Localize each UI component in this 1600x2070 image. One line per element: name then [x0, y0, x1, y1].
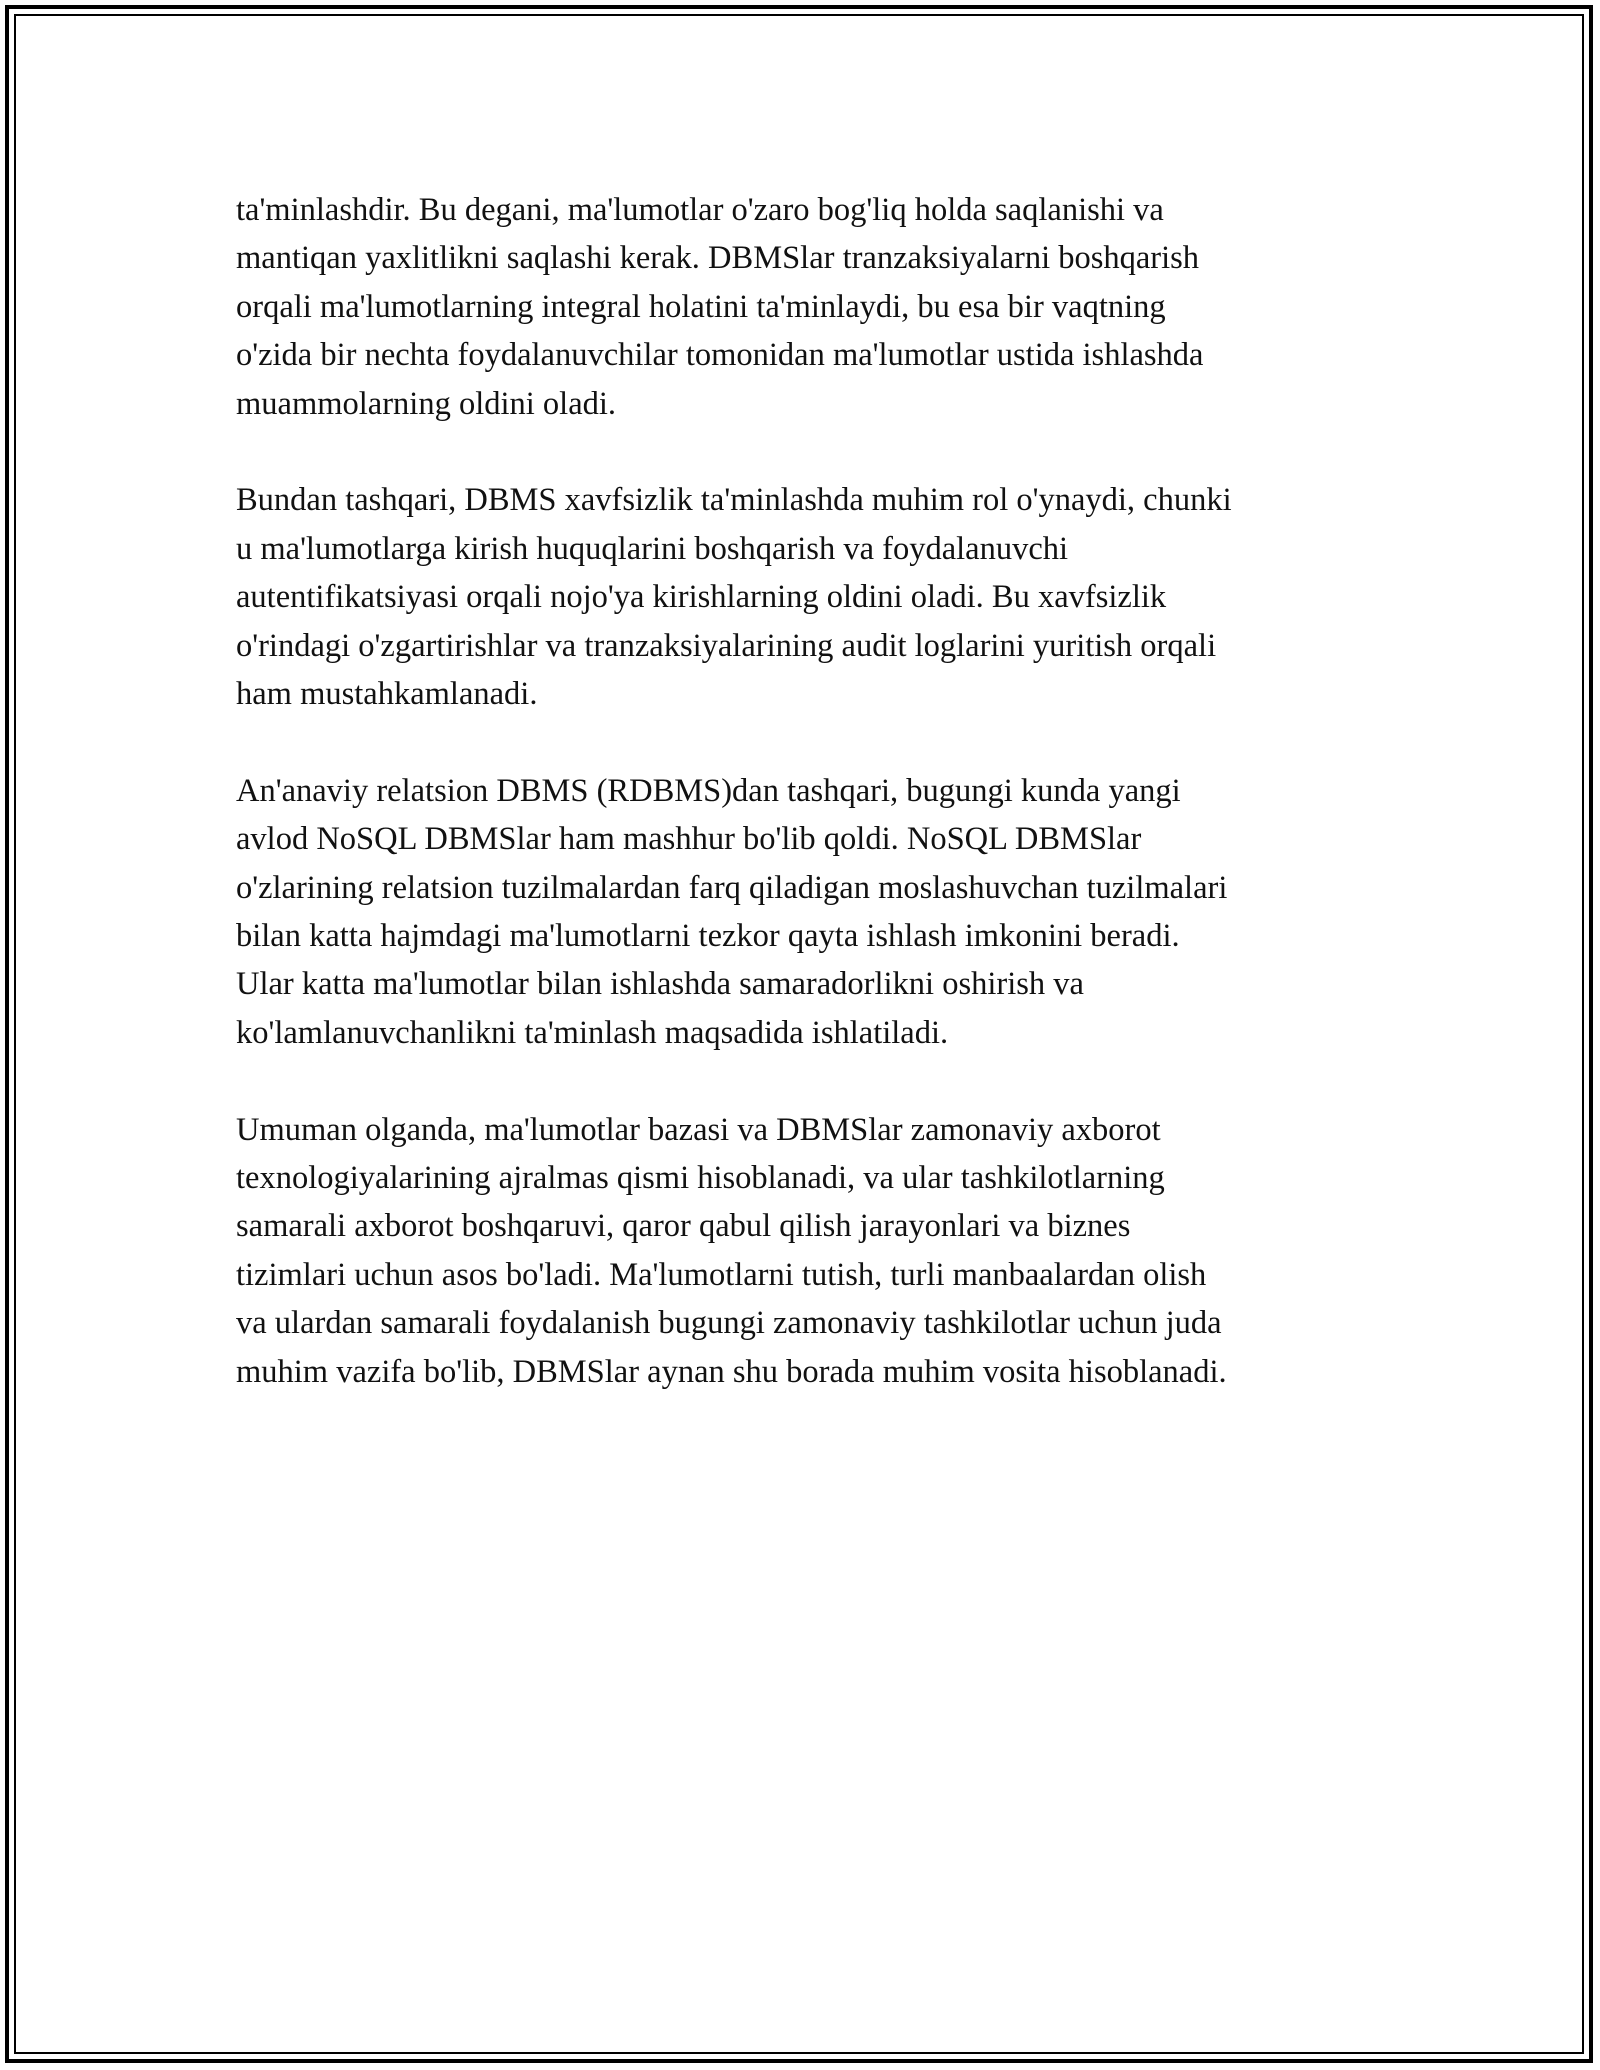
paragraph [236, 767, 1376, 1057]
text-line: muhim vazifa bo'lib, DBMSlar aynan shu borada muhim vosita hisoblanadi. [236, 1353, 1227, 1390]
text-line: mantiqan yaxlitlikni saqlashi kerak. DBMSlar tranzaksiyalarni boshqarish [236, 240, 1200, 277]
text-line: autentifikatsiyasi orqali nojo'ya kirishlarning oldini oladi. Bu xavfsizlik [236, 579, 1167, 616]
text-line: Bundan tashqari, DBMS xavfsizlik ta'minlashda muhim rol o'ynaydi, chunki [236, 482, 1232, 519]
paragraph [236, 476, 1376, 718]
text-line: texnologiyalarining ajralmas qismi hisoblanadi, va ular tashkilotlarning [236, 1160, 1165, 1197]
text-line: bilan katta hajmdagi ma'lumotlarni tezkor qayta ishlash imkonini beradi. [236, 918, 1180, 955]
text-line: Umuman olganda, ma'lumotlar bazasi va DBMSlar zamonaviy axborot [236, 1111, 1161, 1148]
text-line: ko'lamlanuvchanlikni ta'minlash maqsadida ishlatiladi. [236, 1014, 949, 1051]
text-line: An'anaviy relatsion DBMS (RDBMS)dan tashqari, bugungi kunda yangi [236, 772, 1181, 809]
text-line: Ular katta ma'lumotlar bilan ishlashda samaradorlikni oshirish va [236, 966, 1084, 1003]
text-line: o'zlarining relatsion tuzilmalardan farq qiladigan moslashuvchan tuzilmalari [236, 869, 1228, 906]
text-line: ta'minlashdir. Bu degani, ma'lumotlar o'zaro bog'liq holda saqlanishi va [236, 192, 1164, 228]
text-line: o'rindagi o'zgartirishlar va tranzaksiyalarining audit loglarini yuritish orqali [236, 627, 1217, 664]
text-line: o'zida bir nechta foydalanuvchilar tomonidan ma'lumotlar ustida ishlashda [236, 337, 1204, 374]
text-line: samarali axborot boshqaruvi, qaror qabul qilish jarayonlari va biznes [236, 1208, 1131, 1245]
document-body [236, 186, 1376, 1396]
text-line: orqali ma'lumotlarning integral holatini ta'minlaydi, bu esa bir vaqtning [236, 288, 1166, 325]
text-line: muammolarning oldini oladi. [236, 385, 617, 422]
text-line: tizimlari uchun asos bo'ladi. Ma'lumotlarni tutish, turli manbaalardan olish [236, 1256, 1207, 1293]
text-line: ham mustahkamlanadi. [236, 676, 538, 713]
text-line: u ma'lumotlarga kirish huquqlarini boshqarish va foydalanuvchi [236, 530, 1069, 567]
paragraph [236, 186, 1376, 428]
paragraph [236, 1106, 1376, 1396]
text-line: avlod NoSQL DBMSlar ham mashhur bo'lib qoldi. NoSQL DBMSlar [236, 821, 1142, 858]
text-line: va ulardan samarali foydalanish bugungi zamonaviy tashkilotlar uchun juda [236, 1305, 1222, 1342]
